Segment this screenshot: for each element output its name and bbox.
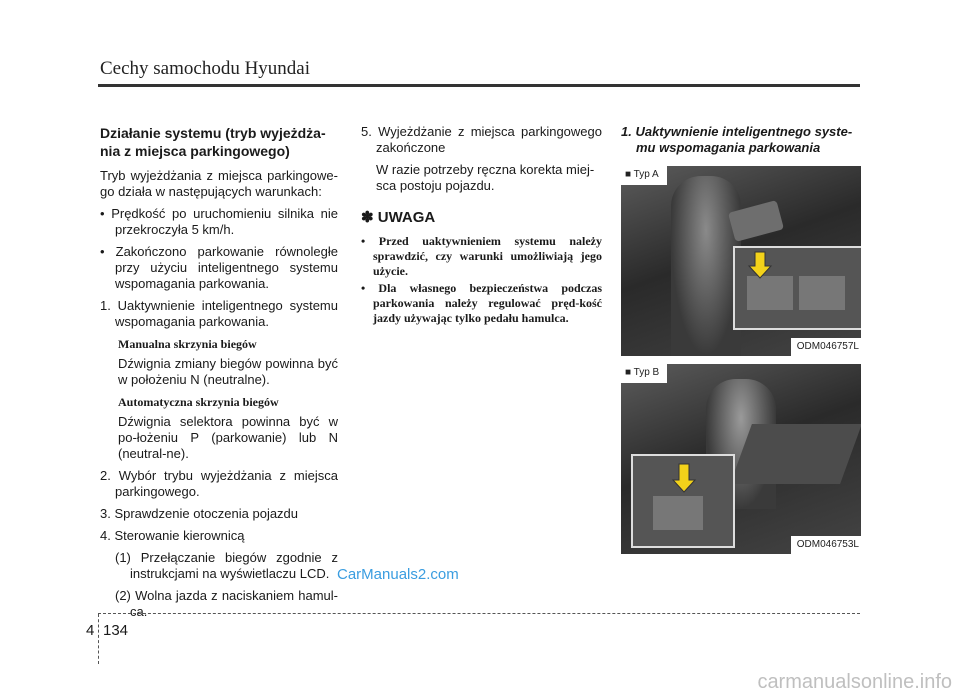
caution-item: • Dla własnego bezpieczeństwa podczas parkowania należy regulować pręd-kość jazdy używając tylko pedału hamulca. — [361, 281, 602, 325]
footer-watermark: carmanualsonline.info — [757, 671, 952, 693]
section-title: Działanie systemu (tryb wyjeżdża-nia z miejsca parkingowego) — [100, 125, 326, 159]
photo-type-a-tag: ■ Typ A — [621, 166, 667, 185]
substep-1: (1) Przełączanie biegów zgodnie z instrukcjami na wyświetlaczu LCD. — [115, 550, 338, 581]
page-number: 134 — [103, 622, 129, 639]
zoom-inset — [631, 454, 735, 548]
footer-divider — [98, 614, 99, 664]
step-1: 1. Uaktywnienie inteligentnego systemu wspomagania parkowania. — [100, 298, 338, 329]
footer-rule — [98, 613, 860, 614]
manual-gearbox-text: Dźwignia zmiany biegów powinna być w położeniu N (neutralne). — [118, 356, 338, 387]
step-4: 4. Sterowanie kierownicą — [100, 528, 245, 543]
console-panel-shape — [730, 424, 861, 484]
watermark-link[interactable]: CarManuals2.com — [337, 566, 459, 583]
photo-type-b-tag: ■ Typ B — [621, 364, 667, 383]
header-rule — [98, 84, 860, 87]
gear-boot-shape — [671, 176, 741, 356]
column-middle — [361, 124, 602, 328]
caution-title: ✽ UWAGA — [361, 209, 436, 226]
caution-item: • Przed uaktywnieniem systemu należy sprawdzić, czy warunki umożliwiają jego użycie. — [361, 234, 602, 278]
automatic-gearbox-text: Dźwignia selektora powinna być w po-łożeniu P (parkowanie) lub N (neutral-ne). — [118, 414, 338, 461]
photo-type-b-code: ODM046753L — [791, 536, 861, 554]
substep-2: (2) Wolna jazda z naciskaniem hamul-ca. — [115, 588, 338, 619]
parking-button-icon — [633, 456, 733, 546]
photo-type-a-code: ODM046757L — [791, 338, 861, 356]
zoom-inset — [733, 246, 861, 330]
photo-type-b — [621, 364, 861, 554]
manual-gearbox-heading: Manualna skrzynia biegów — [118, 337, 257, 351]
page-header-title: Cechy samochodu Hyundai — [100, 58, 311, 79]
automatic-gearbox-heading: Automatyczna skrzynia biegów — [118, 395, 279, 409]
intro-paragraph: Tryb wyjeżdżania z miejsca parkingowe-go działa w następujących warunkach: — [100, 168, 338, 199]
activation-heading: 1. Uaktywnienie inteligentnego syste-mu wspomagania parkowania — [621, 124, 853, 155]
step-5: 5. Wyjeżdżanie z miejsca parkingowego zakończone — [361, 124, 602, 155]
step-5-text: W razie potrzeby ręczna korekta miej-sca postoju pojazdu. — [376, 162, 595, 193]
bullet-item: • Zakończono parkowanie równoległe przy użyciu inteligentnego systemu wspomagania parkowania. — [100, 244, 338, 291]
chapter-number: 4 — [86, 622, 95, 639]
column-right — [621, 124, 861, 562]
parking-button-icon — [735, 248, 861, 328]
column-left — [100, 124, 338, 626]
step-2: 2. Wybór trybu wyjeżdżania z miejsca parkingowego. — [100, 468, 338, 499]
photo-type-a — [621, 166, 861, 356]
step-3: 3. Sprawdzenie otoczenia pojazdu — [100, 506, 299, 521]
bullet-item: • Prędkość po uruchomieniu silnika nie przekroczyła 5 km/h. — [100, 206, 338, 237]
